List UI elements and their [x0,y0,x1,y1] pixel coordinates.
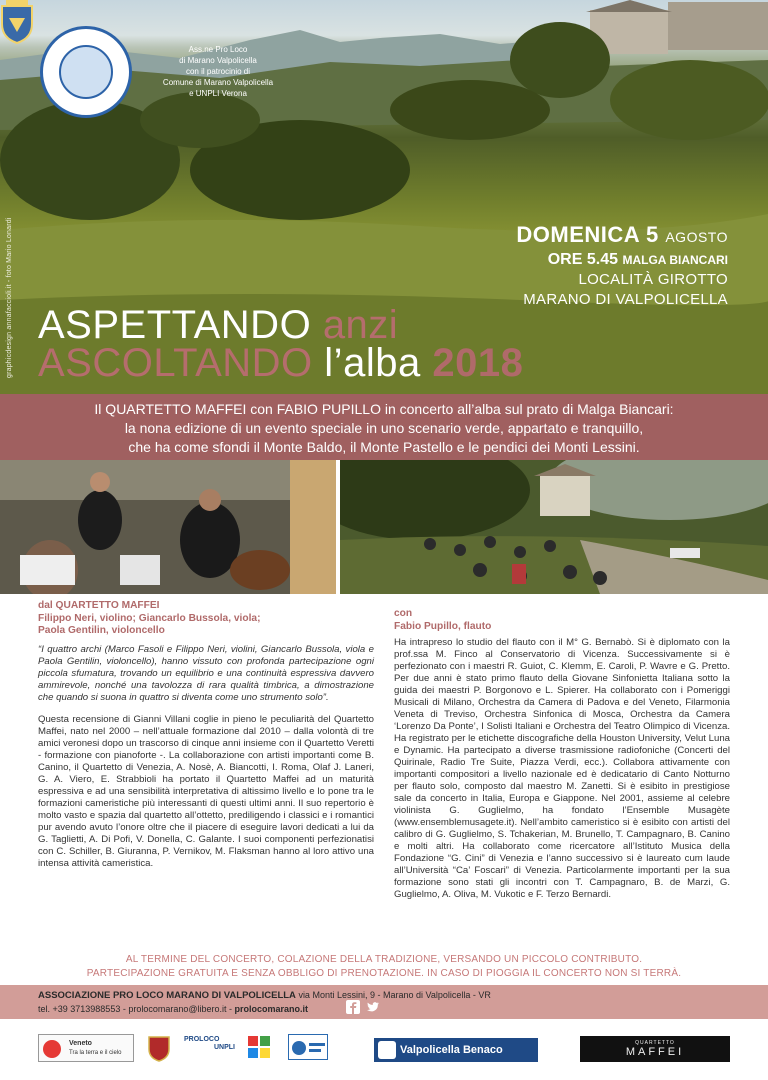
hero-image [0,0,768,394]
footer-org [38,990,491,1001]
intro-line: la nona edizione di un evento speciale in uno scenario verde, appartato e tranquillo, [124,420,644,436]
proloco-logo: PROLOCO [184,1036,220,1043]
association-text [158,44,278,99]
quartet-members: Paola Gentilin, violoncello [38,625,165,636]
quartet-photo-illustration [0,460,336,594]
bank-logo [374,1038,538,1080]
quartet-column [38,600,374,870]
association-line: Ass.ne Pro Loco [188,45,248,54]
bank-mark-icon [378,1041,396,1059]
comune-crest-icon [0,0,34,44]
notice-line: PARTECIPAZIONE GRATUITA E SENZA OBBLIGO DI PRENOTAZIONE. IN CASO DI PIOGGIA IL CONCERTO NON SI TERRÀ. [86,968,682,979]
blue-sponsor-logo [288,1034,328,1060]
org-phone: tel. +39 3713988553 [38,1004,121,1014]
pro-loco-logo-emblem [59,45,113,99]
event-town: MARANO DI VALPOLICELLA [523,291,728,308]
photo-credit: graphicdesign annafaccioli.it - foto Mario Lonardi [6,217,13,378]
provincia-crest-icon [146,1034,172,1062]
audience-photo [340,460,768,594]
title-word-accent: ASCOLTANDO [38,341,313,385]
event-day: DOMENICA 5 [516,222,659,247]
quartet-bio: Questa recensione di Gianni Villani coglie in pieno le peculiarità del Quartetto Maffei, nato nel 2000 – nell’attuale formazione dal 2010 – dalla volontà di tre amici veronesi dopo un trascorso di cinque anni insieme con il Quartetto Veretti - formazione con pianoforte -. La collaborazione con artisti importanti come B. Canino, il Quartetto di Venezia, A. Nosè, A. Biancotti, I. Roma, Olaf J. Laneri, G. A. Viero, E. Strabbioli ha portato il Quartetto Maffei ad un maturità espressiva e ad una sensibilità interpretativa di altissimo livello e lo pone tra le formazioni cameristiche più interessanti di questi ultimi anni. Il suo repertorio è molto vasto e spazia dal quartetto all’ottetto, prediligendo i classici e i romantici pur avendo avuto l’onore oltre che il piacere di eseguire lavori dedicati a lui da G. Taglietti, A. Di Pofi, V. Donella, C. Galante. I suoi componenti perfezionatisi con C. Schiller, B. Giuranna, P. Vernikov, M. Flaksman hanno al loro attivo una intensa attività cameristica. [38,713,374,869]
event-hour: ORE 5.45 [547,251,618,268]
footer-contacts: tel. +39 3713988553 - prolocomarano@libero.it - prolocomarano.it [38,1004,309,1014]
poster-title [38,303,524,385]
intro-line: che ha come sfondi il Monte Baldo, il Monte Pastello e le pendici dei Monti Lessini. [128,439,640,455]
event-info [516,222,728,310]
association-line: e UNPLI Verona [189,89,247,98]
association-line: con il patrocinio di [185,67,251,76]
pro-loco-logo [40,26,132,118]
title-word: ASPETTANDO [38,303,312,347]
org-address: via Monti Lessini, 9 - Marano di Valpolicella - VR [298,990,491,1000]
flutist-heading: con [394,608,413,619]
unpli-logo: UNPLI [214,1044,235,1051]
flutist-bio: Ha intrapreso lo studio del flauto con il M° G. Bernabò. Si è diplomato con la prof.ssa M. Finco al Conservatorio di Vicenza. Successivamente si è perfezionato con i maestri R. Guiot, C. Klemm, E. Caroli, P. Wavre e G. Pretto. Per due anni è stato primo flauto della Giovane Sinfonietta Italiana sotto la guida dei maestri P. Borgonovo e L. Spierer. Ha collaborato con i Pomeriggi Musicali di Milano, Orchestra da Camera di Padova e del Veneto, Filarmonia Veneta di Treviso, Orchestra Sinfonica di Mosca, Orchestra da Camera ‘Lorenzo Da Ponte’, I Solisti Italiani e Orchestra del Teatro Olimpico di Vicenza. Ha registrato per le etichette discografiche della Houston University, Velut Luna e Dynamic. Ha partecipato a diverse trasmissione radiofoniche (Concerti del Quirinale, Radio Tre Suite, Piazza Verdi, ecc.). Collabora attivamente con importanti compositori a livello nazionale ed è dedicatario di Canto Notturno per flauto solo, composto dal maestro M. Zanetti. Si è esibito in prestigiose sale da concerto in Italia, Europa e Giappone. Nel 2001, assieme al celebre violinista G. Guglielmo, ha fondato l’Ensemble Musagète (www.ensemblemusagete.it). Nell’ambito cameristico si è esibito con artisti del calibro di G. Guglielmo, S. Tchakerian, M. Brunello, T. Campagnaro, B. Canino e molti altri. Ha collaborato come ricercatore all’Istituto Musica della Fondazione “G. Cini” di Venezia e l’anno successivo si è laureato cum laude all’Università “Ca’ Foscari” di Venezia. Particolarmente importanti per la sua formazione sono stati gli incontri con T. Campagnaro, B. de Marzi, G. Guglielmo, A. Oliva, M. Vukotic e F. Terzo Bernardi. [394,637,730,900]
colorful-logo-icon [248,1036,270,1058]
quartetto-maffei-logo [580,1036,730,1062]
veneto-sub: Tra la terra e il cielo [69,1050,122,1056]
twitter-icon[interactable] [366,1000,380,1014]
event-month: AGOSTO [665,229,728,245]
event-time [516,250,728,270]
title-word-accent: anzi [322,303,399,347]
association-line: di Marano Valpolicella [179,56,257,65]
intro-line: Il QUARTETTO MAFFEI con FABIO PUPILLO in concerto all’alba sul prato di Malga Biancari: [94,401,674,417]
title-word: l’alba [324,341,421,385]
title-row-1 [38,303,523,347]
intro-banner [0,394,768,460]
notice-line: AL TERMINE DEL CONCERTO, COLAZIONE DELLA TRADIZIONE, VERSANDO UN PICCOLO CONTRIBUTO. [125,954,643,965]
association-line: Comune di Marano Valpolicella [162,78,274,87]
org-email[interactable]: prolocomarano@libero.it [128,1004,227,1014]
org-website[interactable]: prolocomarano.it [234,1004,309,1014]
bank-name: Valpolicella Benaco Banca [400,1044,503,1080]
flutist-column [394,600,730,901]
event-place: MALGA BIANCARI [622,253,728,267]
facebook-icon[interactable] [346,1000,360,1014]
quartet-members: Filippo Neri, violino; Giancarlo Bussola, viola; [38,612,261,624]
veneto-label: Veneto [69,1040,92,1047]
quartet-photo [0,460,336,594]
quartet-heading: dal QUARTETTO MAFFEI [38,600,160,611]
veneto-logo [38,1034,134,1062]
maffei-logo-name: MAFFEI [625,1046,685,1058]
audience-photo-illustration [340,460,768,594]
review-quote: “I quattro archi (Marco Fasoli e Filippo Neri, violini, Giancarlo Bussola, viola e Paola Gentilin, violoncello), hanno vissuto con profonda partecipazione ogni piccola sfumatura, trovando un equilibrio e una continuità espressiva davvero ammirevole, nonché una tavolozza di rara qualità timbrica, a dimostrazione che quando si suona in quattro si diventa come uno strumento solo”. [38,643,374,703]
maffei-logo-top: QUARTETTO [635,1040,675,1046]
event-notice [0,953,768,981]
event-locality: LOCALITÀ GIROTTO [578,271,728,288]
event-date [516,222,728,250]
org-name: ASSOCIAZIONE PRO LOCO MARANO DI VALPOLICELLA [38,990,296,1001]
title-year: 2018 [432,341,524,385]
title-row-2 [38,341,524,385]
flutist-name: Fabio Pupillo, flauto [394,620,492,632]
veneto-mark-icon [43,1040,61,1058]
